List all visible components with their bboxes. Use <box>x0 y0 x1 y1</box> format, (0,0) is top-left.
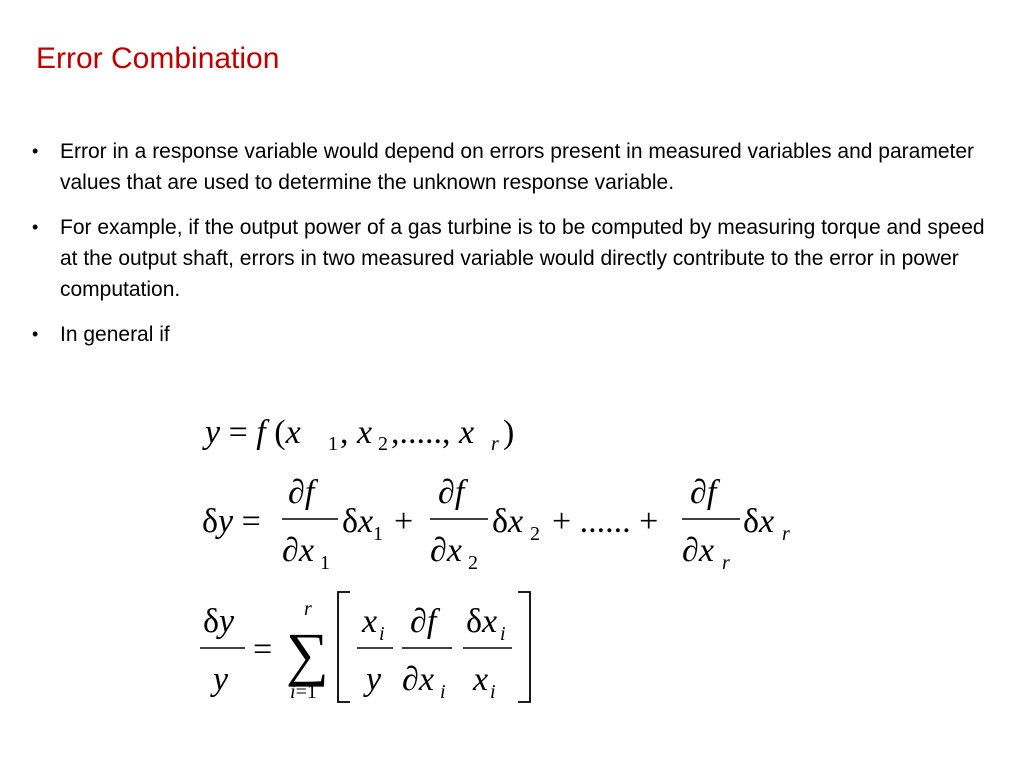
equation-1 <box>202 414 514 455</box>
svg-text:δy =: δy = <box>202 503 261 540</box>
svg-text:∑: ∑ <box>286 621 329 687</box>
svg-text:δx: δx <box>743 503 775 540</box>
svg-text:y = f (x: y = f (x <box>205 414 301 451</box>
svg-text:δx: δx <box>342 503 374 540</box>
svg-text:∂f: ∂f <box>410 603 437 640</box>
svg-text:i=1: i=1 <box>290 681 317 703</box>
svg-text:2: 2 <box>378 433 388 455</box>
svg-text:∂f: ∂f <box>288 474 315 511</box>
svg-text:i: i <box>500 623 506 645</box>
svg-text:r: r <box>722 552 730 574</box>
svg-text:): ) <box>503 414 515 451</box>
svg-text:∂x: ∂x <box>282 532 314 569</box>
svg-text:2: 2 <box>530 523 540 545</box>
svg-text:∂x: ∂x <box>430 532 462 569</box>
svg-text:r: r <box>782 523 790 545</box>
svg-text:,....., x: ,....., x <box>391 414 475 451</box>
svg-text:r: r <box>304 598 312 620</box>
svg-text:x: x <box>362 603 378 640</box>
svg-text:+ ...... +: + ...... + <box>552 503 659 540</box>
svg-text:∂x: ∂x <box>402 661 434 698</box>
bullet-icon: • <box>32 324 39 344</box>
svg-text:y: y <box>213 661 229 698</box>
bullet-text: For example, if the output power of a gas turbine is to be computed by measuring torque and speed at the output shaft, errors in two measured variable would directly contribute to the error in power computation. <box>60 216 985 301</box>
bullet-text: Error in a response variable would depend on errors present in measured variables and parameter values that are used to determine the unknown response variable. <box>60 140 975 194</box>
svg-text:1: 1 <box>320 552 330 574</box>
equation-3 <box>200 592 530 703</box>
svg-text:∂f: ∂f <box>690 474 717 511</box>
equation-2 <box>202 474 790 574</box>
svg-text:i: i <box>379 623 385 645</box>
svg-text:y: y <box>366 661 382 698</box>
svg-text:δy: δy <box>203 603 235 640</box>
svg-text:δx: δx <box>466 603 498 640</box>
bullet-icon: • <box>32 217 39 237</box>
svg-text:1: 1 <box>373 523 383 545</box>
svg-text:=: = <box>253 631 273 668</box>
svg-text:2: 2 <box>468 552 478 574</box>
bullet-text: In general if <box>60 323 170 346</box>
svg-text:1: 1 <box>328 433 338 455</box>
svg-text:+: + <box>394 503 414 540</box>
svg-text:δx: δx <box>492 503 524 540</box>
svg-text:, x: , x <box>340 414 373 451</box>
svg-text:x: x <box>473 661 489 698</box>
svg-text:i: i <box>440 681 446 703</box>
slide-title: Error Combination <box>36 42 280 75</box>
svg-text:r: r <box>491 433 499 455</box>
svg-text:∂x: ∂x <box>682 532 714 569</box>
svg-text:∂f: ∂f <box>438 474 465 511</box>
bullet-icon: • <box>32 141 39 161</box>
svg-text:i: i <box>490 681 496 703</box>
